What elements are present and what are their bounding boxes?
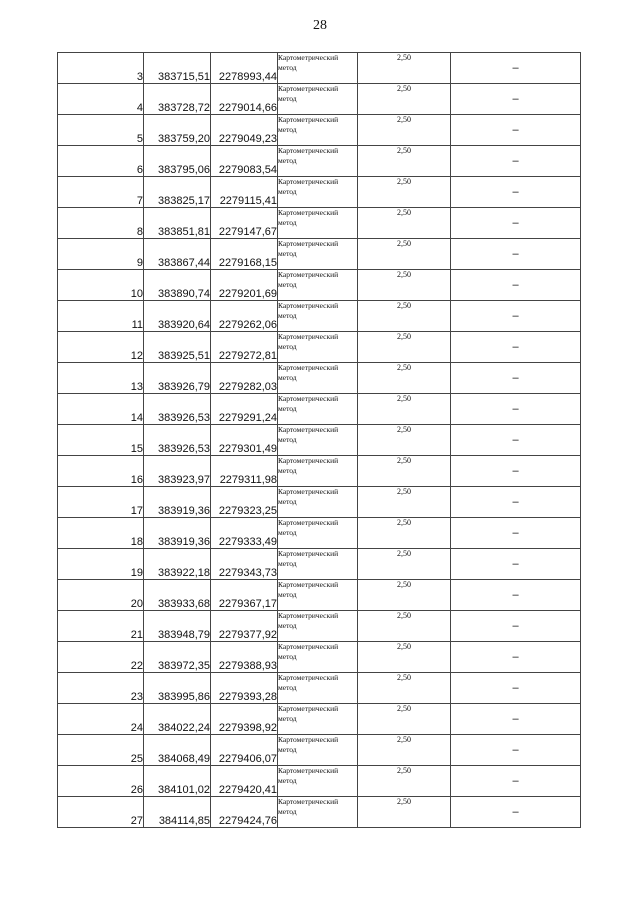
method-cell (278, 580, 358, 611)
coordinate-y-cell: 2279323,25 (211, 487, 278, 518)
depth-cell: 2,50 (358, 642, 451, 673)
coordinate-y-cell: 2279115,41 (211, 177, 278, 208)
table-row (58, 425, 581, 456)
method-line-1: Картометрический (278, 797, 339, 806)
coordinate-x-cell: 383925,51 (144, 332, 211, 363)
depth-cell: 2,50 (358, 301, 451, 332)
table-row (58, 115, 581, 146)
method-cell (278, 704, 358, 735)
table-row (58, 332, 581, 363)
depth-cell: 2,50 (358, 456, 451, 487)
note-cell: – (451, 115, 581, 146)
method-line-1: Картометрический (278, 611, 339, 620)
coordinate-x-cell: 383715,51 (144, 53, 211, 84)
method-line-2: метод (278, 342, 297, 351)
method-line-2: метод (278, 311, 297, 320)
coordinate-y-cell: 2279398,92 (211, 704, 278, 735)
note-cell: – (451, 332, 581, 363)
coordinate-y-cell: 2279282,03 (211, 363, 278, 394)
method-line-1: Картометрический (278, 270, 339, 279)
method-line-2: метод (278, 373, 297, 382)
point-number-cell: 9 (58, 239, 144, 270)
method-line-1: Картометрический (278, 146, 339, 155)
coordinate-y-cell: 2279083,54 (211, 146, 278, 177)
table-row (58, 177, 581, 208)
note-cell: – (451, 301, 581, 332)
note-cell: – (451, 642, 581, 673)
coordinate-x-cell: 383926,79 (144, 363, 211, 394)
method-line-2: метод (278, 776, 297, 785)
coordinate-y-cell: 2279272,81 (211, 332, 278, 363)
table-row (58, 270, 581, 301)
method-cell (278, 115, 358, 146)
table-row (58, 642, 581, 673)
note-cell: – (451, 84, 581, 115)
method-line-2: метод (278, 807, 297, 816)
note-cell: – (451, 456, 581, 487)
method-line-2: метод (278, 218, 297, 227)
note-cell: – (451, 549, 581, 580)
coordinate-x-cell: 383851,81 (144, 208, 211, 239)
method-cell (278, 456, 358, 487)
depth-cell: 2,50 (358, 580, 451, 611)
method-line-2: метод (278, 187, 297, 196)
page-number: 28 (313, 18, 327, 33)
point-number-cell: 12 (58, 332, 144, 363)
method-line-2: метод (278, 280, 297, 289)
method-line-1: Картометрический (278, 549, 339, 558)
coordinate-x-cell: 383759,20 (144, 115, 211, 146)
table-row (58, 363, 581, 394)
depth-cell: 2,50 (358, 487, 451, 518)
depth-cell: 2,50 (358, 797, 451, 828)
coordinate-y-cell: 2279333,49 (211, 518, 278, 549)
method-line-1: Картометрический (278, 115, 339, 124)
coordinate-y-cell: 2279168,15 (211, 239, 278, 270)
coordinate-y-cell: 2279367,17 (211, 580, 278, 611)
point-number-cell: 5 (58, 115, 144, 146)
method-line-1: Картометрический (278, 394, 339, 403)
method-line-1: Картометрический (278, 704, 339, 713)
note-cell: – (451, 270, 581, 301)
method-line-2: метод (278, 156, 297, 165)
depth-cell: 2,50 (358, 270, 451, 301)
method-cell (278, 487, 358, 518)
point-number-cell: 24 (58, 704, 144, 735)
method-line-2: метод (278, 528, 297, 537)
note-cell: – (451, 53, 581, 84)
method-cell (278, 673, 358, 704)
depth-cell: 2,50 (358, 53, 451, 84)
note-cell: – (451, 363, 581, 394)
method-cell (278, 394, 358, 425)
coordinate-x-cell: 383926,53 (144, 425, 211, 456)
coordinate-x-cell: 384101,02 (144, 766, 211, 797)
point-number-cell: 4 (58, 84, 144, 115)
point-number-cell: 21 (58, 611, 144, 642)
method-line-2: метод (278, 63, 297, 72)
table-row (58, 146, 581, 177)
coordinate-x-cell: 383795,06 (144, 146, 211, 177)
depth-cell: 2,50 (358, 735, 451, 766)
method-cell (278, 53, 358, 84)
method-line-2: метод (278, 683, 297, 692)
method-cell (278, 766, 358, 797)
method-cell (278, 301, 358, 332)
method-line-1: Картометрический (278, 456, 339, 465)
table-row (58, 549, 581, 580)
method-line-1: Картометрический (278, 301, 339, 310)
method-line-2: метод (278, 745, 297, 754)
coordinate-x-cell: 383867,44 (144, 239, 211, 270)
coordinate-y-cell: 2278993,44 (211, 53, 278, 84)
coordinate-x-cell: 384068,49 (144, 735, 211, 766)
method-line-2: метод (278, 249, 297, 258)
coordinates-table (57, 52, 581, 828)
method-line-1: Картометрический (278, 363, 339, 372)
method-line-1: Картометрический (278, 84, 339, 93)
coordinate-y-cell: 2279049,23 (211, 115, 278, 146)
method-line-2: метод (278, 497, 297, 506)
note-cell: – (451, 704, 581, 735)
method-cell (278, 270, 358, 301)
note-cell: – (451, 394, 581, 425)
coordinate-x-cell: 383919,36 (144, 487, 211, 518)
method-cell (278, 208, 358, 239)
point-number-cell: 16 (58, 456, 144, 487)
method-cell (278, 84, 358, 115)
point-number-cell: 8 (58, 208, 144, 239)
coordinate-y-cell: 2279014,66 (211, 84, 278, 115)
method-line-1: Картометрический (278, 642, 339, 651)
table-row (58, 673, 581, 704)
method-line-1: Картометрический (278, 487, 339, 496)
depth-cell: 2,50 (358, 704, 451, 735)
table-row (58, 208, 581, 239)
method-line-2: метод (278, 621, 297, 630)
depth-cell: 2,50 (358, 425, 451, 456)
point-number-cell: 13 (58, 363, 144, 394)
method-line-1: Картометрический (278, 518, 339, 527)
coordinate-y-cell: 2279301,49 (211, 425, 278, 456)
coordinate-y-cell: 2279147,67 (211, 208, 278, 239)
depth-cell: 2,50 (358, 332, 451, 363)
coordinate-y-cell: 2279420,41 (211, 766, 278, 797)
coordinate-x-cell: 384022,24 (144, 704, 211, 735)
method-line-2: метод (278, 466, 297, 475)
point-number-cell: 3 (58, 53, 144, 84)
method-cell (278, 363, 358, 394)
coordinates-table-body (58, 53, 581, 828)
coordinate-y-cell: 2279343,73 (211, 549, 278, 580)
method-line-2: метод (278, 94, 297, 103)
point-number-cell: 20 (58, 580, 144, 611)
note-cell: – (451, 797, 581, 828)
table-row (58, 766, 581, 797)
method-line-1: Картометрический (278, 425, 339, 434)
table-row (58, 580, 581, 611)
note-cell: – (451, 208, 581, 239)
method-line-1: Картометрический (278, 208, 339, 217)
method-line-2: метод (278, 652, 297, 661)
note-cell: – (451, 239, 581, 270)
method-line-2: метод (278, 590, 297, 599)
depth-cell: 2,50 (358, 146, 451, 177)
depth-cell: 2,50 (358, 549, 451, 580)
note-cell: – (451, 766, 581, 797)
depth-cell: 2,50 (358, 673, 451, 704)
method-cell (278, 642, 358, 673)
method-cell (278, 177, 358, 208)
coordinate-y-cell: 2279424,76 (211, 797, 278, 828)
coordinate-x-cell: 383919,36 (144, 518, 211, 549)
point-number-cell: 14 (58, 394, 144, 425)
point-number-cell: 19 (58, 549, 144, 580)
method-line-2: метод (278, 125, 297, 134)
table-row (58, 394, 581, 425)
coordinate-x-cell: 383948,79 (144, 611, 211, 642)
method-line-1: Картометрический (278, 580, 339, 589)
depth-cell: 2,50 (358, 177, 451, 208)
point-number-cell: 7 (58, 177, 144, 208)
table-row (58, 53, 581, 84)
table-row (58, 487, 581, 518)
note-cell: – (451, 487, 581, 518)
depth-cell: 2,50 (358, 208, 451, 239)
method-cell (278, 239, 358, 270)
coordinate-y-cell: 2279393,28 (211, 673, 278, 704)
note-cell: – (451, 146, 581, 177)
method-line-1: Картометрический (278, 177, 339, 186)
coordinate-x-cell: 383825,17 (144, 177, 211, 208)
method-line-1: Картометрический (278, 673, 339, 682)
coordinate-x-cell: 383923,97 (144, 456, 211, 487)
depth-cell: 2,50 (358, 84, 451, 115)
coordinate-y-cell: 2279311,98 (211, 456, 278, 487)
point-number-cell: 18 (58, 518, 144, 549)
point-number-cell: 15 (58, 425, 144, 456)
point-number-cell: 23 (58, 673, 144, 704)
note-cell: – (451, 177, 581, 208)
note-cell: – (451, 611, 581, 642)
coordinate-y-cell: 2279262,06 (211, 301, 278, 332)
point-number-cell: 10 (58, 270, 144, 301)
point-number-cell: 27 (58, 797, 144, 828)
point-number-cell: 6 (58, 146, 144, 177)
method-cell (278, 425, 358, 456)
note-cell: – (451, 580, 581, 611)
method-line-1: Картометрический (278, 332, 339, 341)
table-row (58, 456, 581, 487)
method-line-2: метод (278, 714, 297, 723)
method-line-2: метод (278, 404, 297, 413)
coordinate-x-cell: 383922,18 (144, 549, 211, 580)
method-line-1: Картометрический (278, 766, 339, 775)
note-cell: – (451, 425, 581, 456)
depth-cell: 2,50 (358, 239, 451, 270)
table-row (58, 611, 581, 642)
coordinate-y-cell: 2279201,69 (211, 270, 278, 301)
depth-cell: 2,50 (358, 518, 451, 549)
method-line-2: метод (278, 435, 297, 444)
coordinate-x-cell: 383933,68 (144, 580, 211, 611)
coordinate-y-cell: 2279388,93 (211, 642, 278, 673)
table-row (58, 735, 581, 766)
point-number-cell: 26 (58, 766, 144, 797)
coordinate-y-cell: 2279406,07 (211, 735, 278, 766)
table-row (58, 518, 581, 549)
coordinate-x-cell: 383972,35 (144, 642, 211, 673)
method-cell (278, 146, 358, 177)
table-row (58, 84, 581, 115)
method-cell (278, 549, 358, 580)
point-number-cell: 11 (58, 301, 144, 332)
depth-cell: 2,50 (358, 363, 451, 394)
coordinate-x-cell: 383728,72 (144, 84, 211, 115)
table-row (58, 797, 581, 828)
depth-cell: 2,50 (358, 766, 451, 797)
method-cell (278, 611, 358, 642)
coordinate-x-cell: 384114,85 (144, 797, 211, 828)
depth-cell: 2,50 (358, 394, 451, 425)
coordinate-x-cell: 383890,74 (144, 270, 211, 301)
method-line-2: метод (278, 559, 297, 568)
table-row (58, 301, 581, 332)
coordinate-y-cell: 2279291,24 (211, 394, 278, 425)
point-number-cell: 22 (58, 642, 144, 673)
method-cell (278, 518, 358, 549)
coordinate-x-cell: 383926,53 (144, 394, 211, 425)
method-cell (278, 332, 358, 363)
table-row (58, 704, 581, 735)
table-row (58, 239, 581, 270)
coordinate-x-cell: 383920,64 (144, 301, 211, 332)
note-cell: – (451, 518, 581, 549)
point-number-cell: 25 (58, 735, 144, 766)
note-cell: – (451, 735, 581, 766)
method-cell (278, 735, 358, 766)
method-cell (278, 797, 358, 828)
method-line-1: Картометрический (278, 53, 339, 62)
coordinate-x-cell: 383995,86 (144, 673, 211, 704)
coordinate-y-cell: 2279377,92 (211, 611, 278, 642)
note-cell: – (451, 673, 581, 704)
method-line-1: Картометрический (278, 735, 339, 744)
depth-cell: 2,50 (358, 115, 451, 146)
method-line-1: Картометрический (278, 239, 339, 248)
point-number-cell: 17 (58, 487, 144, 518)
depth-cell: 2,50 (358, 611, 451, 642)
